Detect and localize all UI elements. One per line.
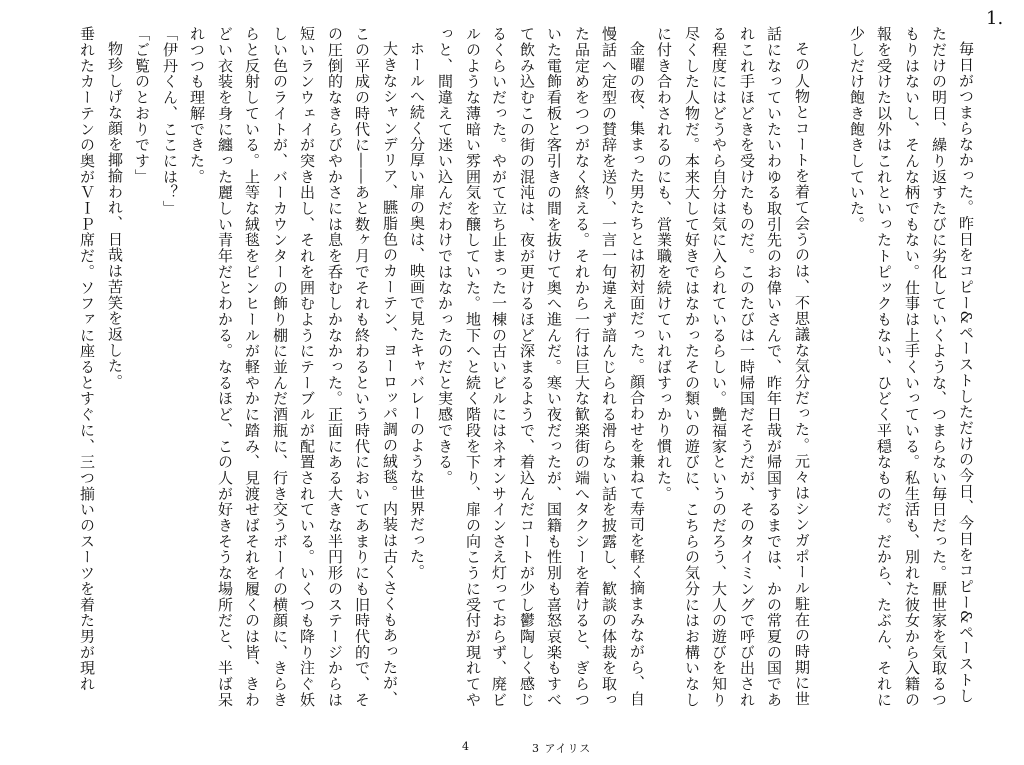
text-column: て飲み込むこの街の混沌は、夜が更けるほど深まるようで、着込んだコートが少し鬱陶しく感じ [518,26,536,708]
text-column [818,26,836,716]
text-column: 慢話へ定型の賛辞を送り、一言一句違えず諳んじられる滑らない話を披露し、歓談の体裁を取っ [600,26,618,708]
text-column: る程度にはどうやら自分は気に入られているらしい。艶福家というのだろう、大人の遊びを知り [710,26,728,708]
text-column: に付き合わされるのにも、営業職を続けていればすっかり慣れた。 [655,26,673,502]
page-number: 4 [462,740,469,753]
text-column: ルのような薄暗い雰囲気を醸していた。地下へと続く階段を下り、扉の向こうに受付が現れてや [464,26,482,708]
text-column: 「伊丹くん、ここには？」 [161,26,179,217]
text-column: れつつも理解できた。 [188,26,206,185]
text-column: その人物とコートを着て会うのは、不思議な気分だった。元々はシンガポール駐在の時期に世 [793,41,811,707]
text-column: いた電飾看板と客引きの間を抜けて奥へ進んだ。寒い夜だったが、国籍も性別も喜怒哀楽もすべ [545,26,563,708]
text-column: もりはないし、そんな柄でもない。仕事は上手くいっている。私生活も、別れた彼女から入籍の [903,26,921,708]
text-column: 少しだけ飽き飽きしていた。 [848,26,866,233]
text-column: 金曜の夜、集まった男たちとは初対面だった。顔合わせを兼ねて寿司を軽く摘まみながら、自 [628,41,646,707]
text-column: どい衣装を身に纏った麗しい青年だとわかる。なるほど、この人が好きそうな場所だと、半ば呆 [216,26,234,708]
text-column: ホールへ続く分厚い扉の奥は、映画で見たキャバレーのような世界だった。 [408,41,426,580]
text-column: らと反射している。上等な絨毯をピンヒールが軽やかに踏み、見渡せばそれを履くのは皆、きわ [243,26,261,708]
text-column: 大きなシャンデリア、臙脂色のカーテン、ヨーロッパ調の絨毯。内装は古くさくもあったが、 [381,41,399,707]
text-column: ただけの明日、繰り返すたびに劣化していくような、つまらない毎日だった。厭世家を気取るつ [930,26,948,708]
text-column: た品定めをつつがなく終える。それから一行は巨大な歓楽街の端へタクシーを着けると、ぎらつ [573,26,591,708]
text-column: 話になっていたいわゆる取引先のお偉いさんで、昨年日哉が帰国するまでは、かの常夏の国であ [765,26,783,708]
text-column: 報を受けた以外はこれといったトピックもない、ひどく平穏なものだ。だから、たぶん、それに [875,26,893,708]
text-column: 「ご覧のとおりです」 [133,26,151,185]
text-column: れこれ手ほどきを受けたものだ。このたびは一時帰国だそうだが、そのタイミングで呼び出され [738,26,756,708]
text-column: 垂れたカーテンの奥がＶＩＰ席だ。ソファに座るとすぐに、三つ揃いのスーツを着た男が現れ [78,26,96,692]
text-column: 短いランウェイが突き出し、それを囲むようにテーブルが配置されている。いくつも降り注ぐ妖 [298,26,316,708]
text-column: 毎日がつまらなかった。昨日をコピー&ペーストしただけの今日、今日をコピー&ペーストし [957,41,975,704]
running-head: 3 アイリス [532,742,592,755]
text-column: この平成の時代に――あと数ヶ月でそれも終わるという時代においてあまりにも旧時代的で、そ [353,26,371,708]
text-column: しい色のライトが、バーカウンターの飾り棚に並んだ酒瓶に、行き交うボーイの横顔に、きらき [271,26,289,708]
text-column: の圧倒的なきらびやかさには息を呑むしかなかった。正面にある大きな半円形のステージからは [326,26,344,708]
text-column: 物珍しげな顔を揶揄われ、日哉は苦笑を返した。 [106,41,124,390]
text-column: るくらいだった。やがて立ち止まった一棟の古いビルにはネオンサインさえ灯っておらず、廃ビ [490,26,508,708]
text-column: っと、間違えて迷い込んだわけではなかったのだと実感できる。 [436,26,454,486]
text-column: 尽くした人物だ。本来大して好きではなかったその類いの遊びに、こちらの気分にはお構いなし [683,26,701,708]
chapter-number: 1. [986,8,1004,29]
